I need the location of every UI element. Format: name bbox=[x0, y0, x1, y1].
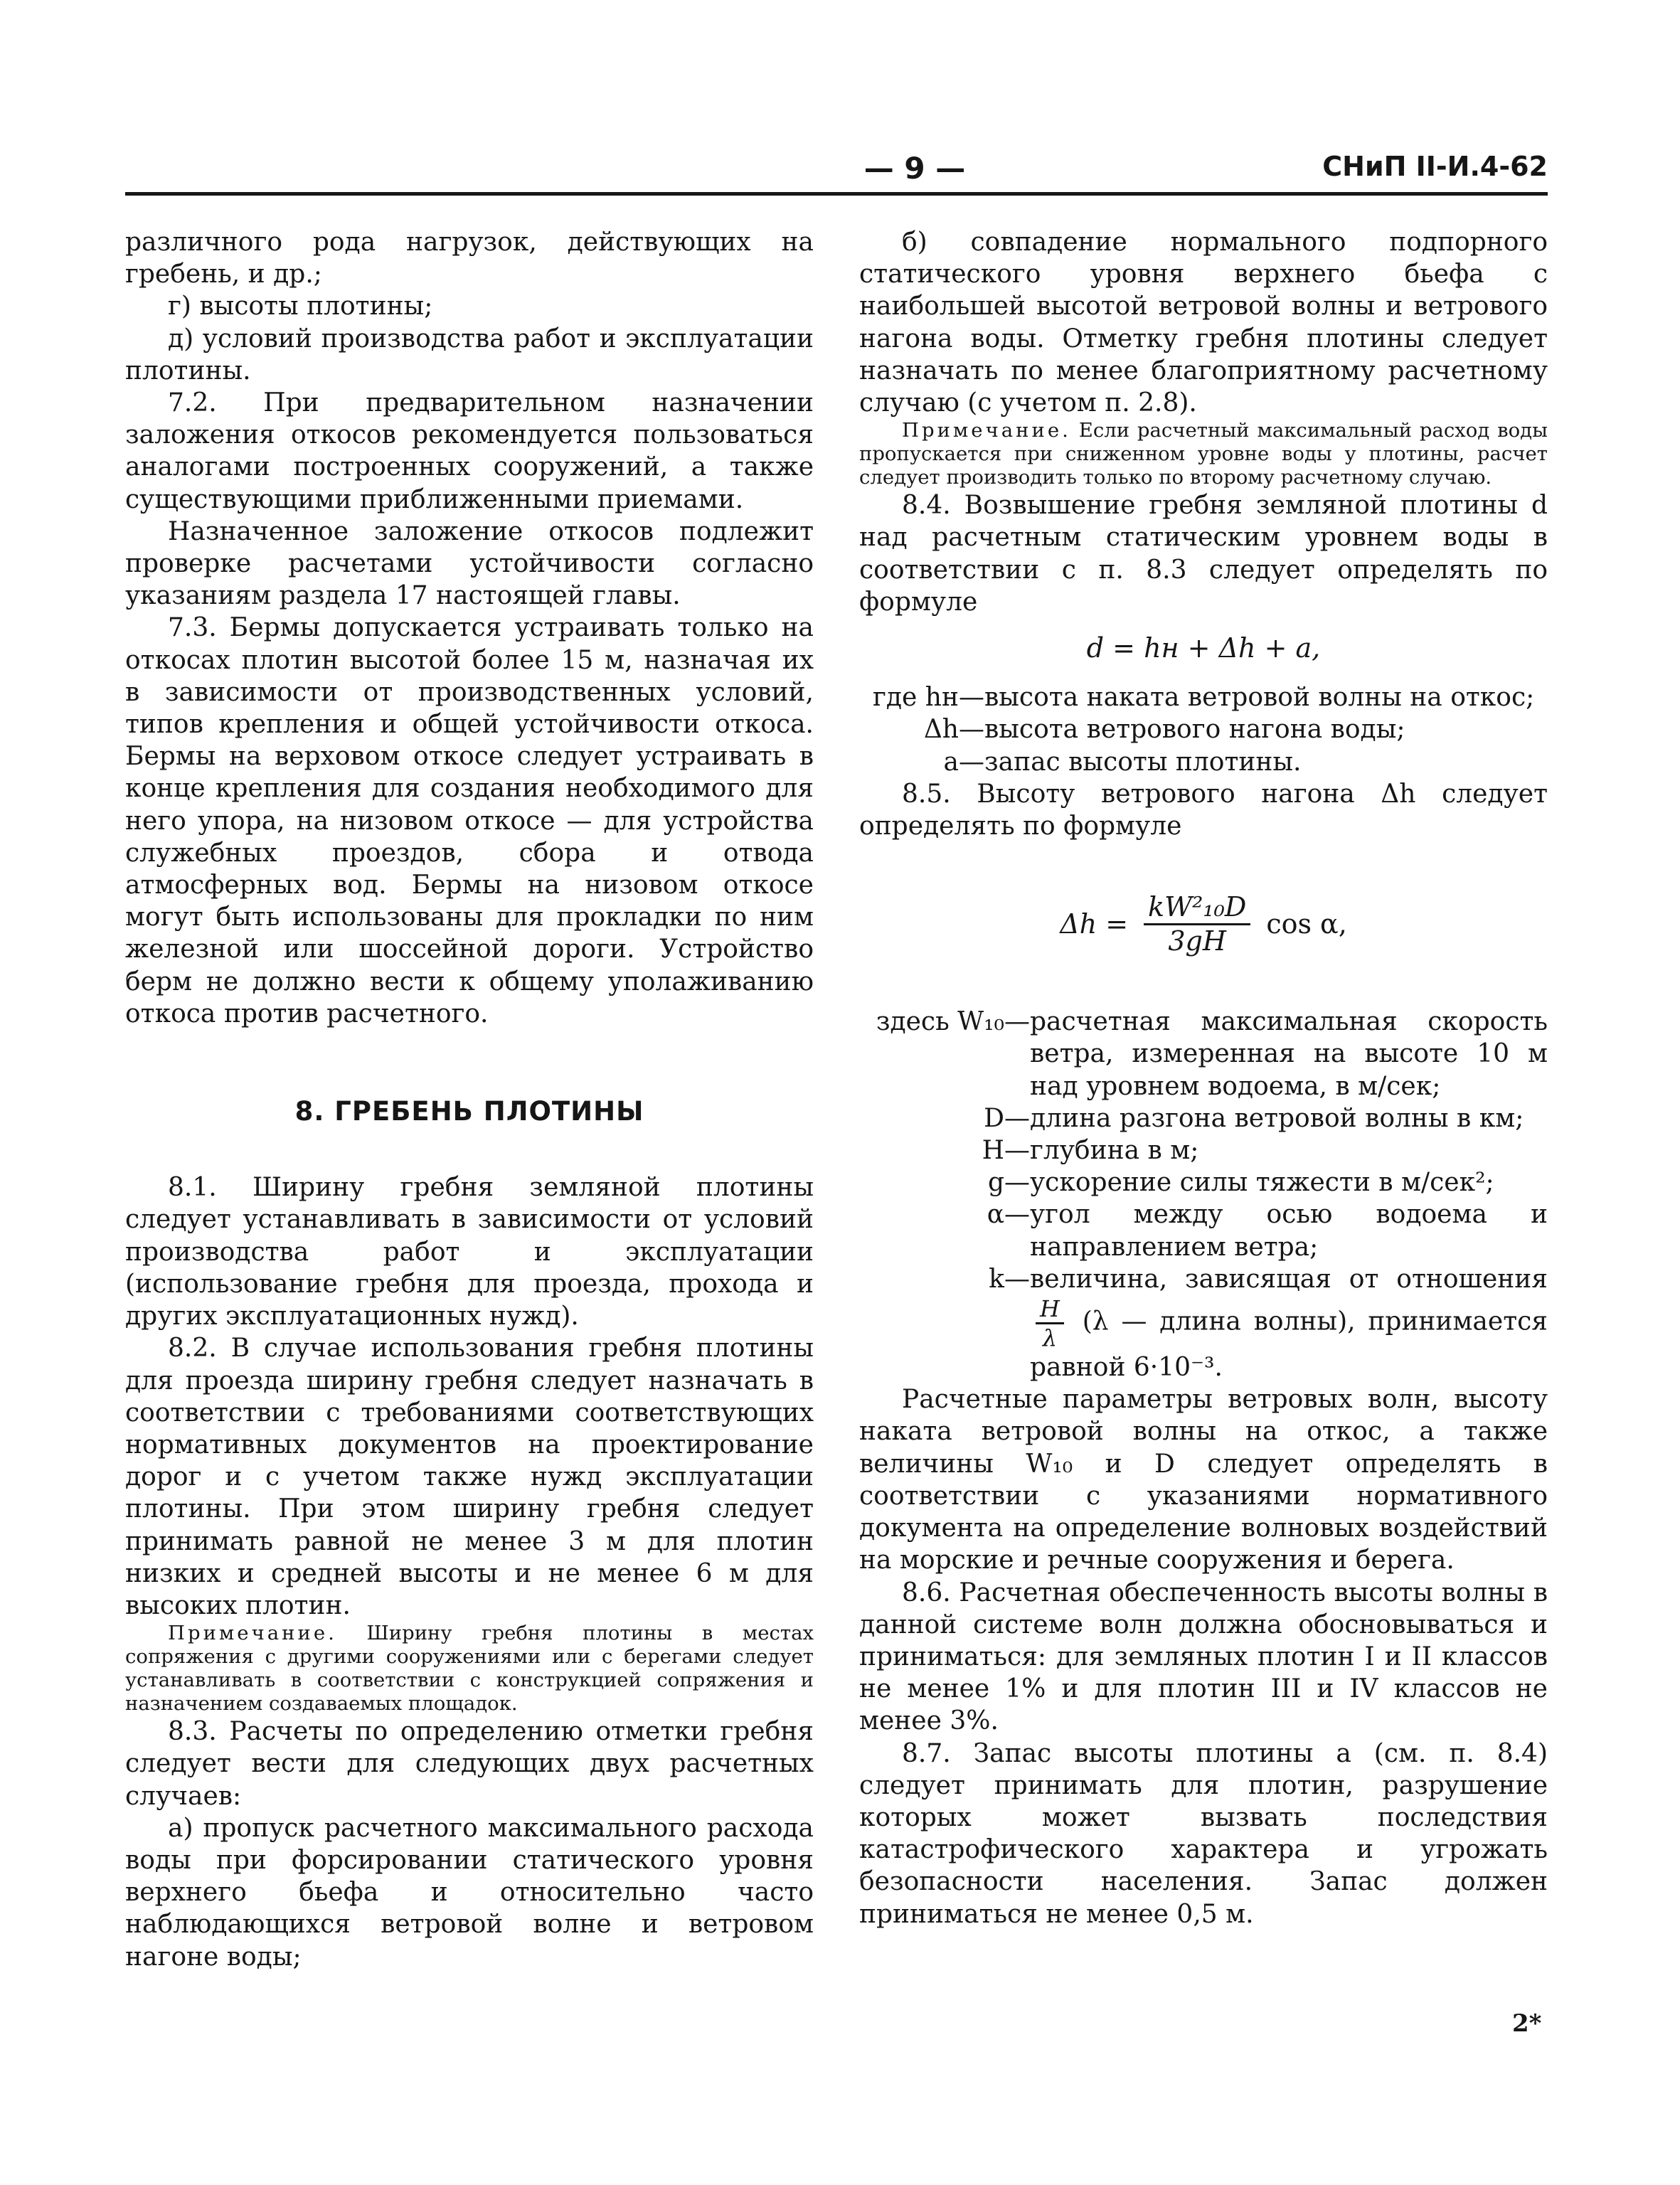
list-item: б) совпадение нормального подпорного статического уровня верхнего бьефа с наибольшей высотой ветровой волны и ветрового нагона воды. Отметку гребня плотины следует назначать по менее благоприятному расчетному случаю (с учетом п. 2.8). bbox=[859, 228, 1548, 418]
section-title: 8. ГРЕБЕНЬ ПЛОТИНЫ bbox=[294, 1096, 644, 1127]
definition-row bbox=[859, 713, 1548, 745]
list-item: г) высоты плотины; bbox=[168, 292, 433, 321]
clause-number: 7.3. bbox=[168, 613, 217, 643]
definition-text: глубина в м; bbox=[1030, 1136, 1199, 1166]
note-text: Если расчетный максимальный расход воды пропускается при сниженном уровне воды у плотины, расчет следует производить только по второму расчетному случаю. bbox=[859, 419, 1548, 489]
formula-d: d = hн + Δh + a, bbox=[1086, 632, 1321, 664]
paragraph: Назначенное заложение откосов подлежит проверке расчетами устойчивости согласно указаниям раздела 17 настоящей главы. bbox=[125, 516, 814, 611]
definition-row bbox=[859, 681, 1548, 713]
clause-number: 8.6. bbox=[902, 1578, 951, 1607]
clause-number: 8.7. bbox=[902, 1738, 951, 1768]
clause-number: 7.2. bbox=[168, 388, 217, 418]
definition-row bbox=[859, 1166, 1548, 1198]
clause-text: Бермы допускается устраивать только на откосах плотин высотой более 15 м, назначая их в зависимости от производственных условий, типов крепления и общей устойчивости откоса. Бермы на верховом откосе следует устраивать в конце крепления для создания необходимого для него упора, на низовом откосе — для устройства служебных проездов, сбора и отвода атмосферных вод. Бермы на низовом откосе могут быть использованы для прокладки по ним железной или шоссейной дороги. Устройство берм не должно вести к общему уполаживанию откоса против расчетного. bbox=[125, 613, 814, 1028]
formula-definitions bbox=[859, 681, 1548, 778]
clause-number: 8.5. bbox=[902, 779, 951, 809]
definition-symbol: k— bbox=[989, 1264, 1030, 1294]
definition-symbol: H— bbox=[982, 1136, 1030, 1166]
clause-text: Возвышение гребня земляной плотины d над расчетным статическим уровнем воды в соответствии с п. 8.3 следует определять по формуле bbox=[859, 491, 1548, 617]
clause-text: Расчеты по определению отметки гребня следует вести для следующих двух расчетных случаев: bbox=[125, 1717, 814, 1811]
definition-text: высота ветрового нагона воды; bbox=[984, 715, 1405, 745]
definition-symbol: D— bbox=[984, 1103, 1030, 1133]
note-label: Примечание. bbox=[902, 419, 1071, 442]
header-rule bbox=[125, 192, 1548, 196]
formula-rhs: cos α, bbox=[1266, 908, 1347, 940]
clause-text: В случае использования гребня плотины для проезда ширину гребня следует назначать в соответствии с требованиями соответствующих нормативных документов на проектирование дорог и с учетом также нужд эксплуатации плотины. При этом ширину гребня следует принимать равной не менее 3 м для плотин низких и средней высоты и не менее 6 м для высоких плотин. bbox=[125, 1334, 814, 1620]
definition-row bbox=[859, 1134, 1548, 1166]
ratio-fraction bbox=[1036, 1295, 1064, 1351]
definition-row bbox=[859, 1006, 1548, 1102]
page-number: — 9 — bbox=[863, 151, 966, 186]
definition-text-part: величина, зависящая от отношения bbox=[1030, 1264, 1548, 1294]
definition-row bbox=[859, 1263, 1548, 1383]
definition-row bbox=[859, 1198, 1548, 1262]
definition-symbol: a— bbox=[943, 747, 984, 777]
clause-8-2 bbox=[125, 1332, 814, 1622]
formula-delta-h bbox=[859, 842, 1548, 1006]
right-column bbox=[859, 226, 1548, 1930]
definition-symbol: g— bbox=[987, 1168, 1030, 1198]
clause-text: Запас высоты плотины a (см. п. 8.4) следует принимать для плотин, разрушение которых может вызвать последствия катастрофического характера и угрожать безопасности населения. Запас должен приниматься не менее 0,5 м. bbox=[859, 1738, 1548, 1929]
definition-symbol: здесь W₁₀— bbox=[876, 1007, 1030, 1037]
clause-7-3 bbox=[125, 612, 814, 1030]
definition-text-part: (λ — длина волны), принимается равной 6·10⁻³. bbox=[1030, 1307, 1548, 1383]
clause-text: Ширину гребня земляной плотины следует устанавливать в зависимости от условий производства работ и эксплуатации (использование гребня для проезда, прохода и других эксплуатационных нужд). bbox=[125, 1173, 814, 1331]
note bbox=[859, 419, 1548, 489]
formula-definitions bbox=[859, 1006, 1548, 1383]
formula-fraction bbox=[1144, 891, 1250, 957]
note bbox=[125, 1622, 814, 1716]
note-label: Примечание. bbox=[168, 1622, 337, 1645]
definition-symbol: где hн— bbox=[873, 683, 984, 713]
fraction-numerator: H bbox=[1036, 1295, 1064, 1324]
clause-number: 8.3. bbox=[168, 1717, 217, 1747]
clause-text: Расчетная обеспеченность высоты волны в данной системе волн должна обосновываться и приниматься: для земляных плотин I и II классов не менее 1% и для плотин III и IV классов не менее 3%. bbox=[859, 1578, 1548, 1736]
clause-7-2 bbox=[125, 387, 814, 516]
formula-lhs: Δh = bbox=[1060, 908, 1129, 940]
definition-text bbox=[1030, 1263, 1548, 1383]
note-text: Ширину гребня плотины в местах сопряжения с другими сооружениями или с берегами следует устанавливать в соответствии с конструкцией сопряжения и назначением создаваемых площадок. bbox=[125, 1622, 814, 1716]
list-item: а) пропуск расчетного максимального расхода воды при форсировании статического уровня верхнего бьефа и относительно часто наблюдающихся ветровой волне и ветровом нагоне воды; bbox=[125, 1813, 814, 1972]
definition-text: угол между осью водоема и направлением ветра; bbox=[1030, 1200, 1548, 1262]
clause-8-6 bbox=[859, 1577, 1548, 1738]
definition-row bbox=[859, 746, 1548, 778]
clause-number: 8.2. bbox=[168, 1334, 217, 1363]
definition-text: запас высоты плотины. bbox=[984, 747, 1302, 777]
definition-symbol: α— bbox=[987, 1200, 1030, 1230]
fraction-denominator: 3gH bbox=[1168, 925, 1226, 957]
clause-8-7 bbox=[859, 1738, 1548, 1930]
list-item: д) условий производства работ и эксплуатации плотины. bbox=[125, 324, 814, 386]
clause-8-1 bbox=[125, 1171, 814, 1332]
definition-text: высота наката ветровой волны на откос; bbox=[984, 683, 1535, 713]
paragraph: Расчетные параметры ветровых волн, высоту наката ветровой волны на откос, а также величины W₁₀ и D следует определять в соответствии с указаниями нормативного документа на определение волновых воздействий на морские и речные сооружения и берега. bbox=[859, 1385, 1548, 1575]
paragraph: различного рода нагрузок, действующих на гребень, и др.; bbox=[125, 228, 814, 289]
definition-text: расчетная максимальная скорость ветра, измеренная на высоте 10 м над уровнем водоема, в м/сек; bbox=[1030, 1007, 1548, 1101]
sheet-mark: 2* bbox=[1512, 2009, 1542, 2038]
document-code: СНиП II-И.4-62 bbox=[1322, 151, 1548, 182]
clause-number: 8.1. bbox=[168, 1173, 217, 1203]
clause-8-4 bbox=[859, 489, 1548, 618]
clause-number: 8.4. bbox=[902, 491, 951, 521]
clause-text: При предварительном назначении заложения откосов рекомендуется пользоваться аналогами построенных сооружений, а также существующими приближенными приемами. bbox=[125, 388, 814, 514]
definition-symbol: Δh— bbox=[923, 715, 984, 745]
left-column bbox=[125, 226, 814, 1973]
fraction-numerator: kW²₁₀D bbox=[1144, 891, 1250, 925]
page-header bbox=[125, 151, 1548, 192]
fraction-denominator: λ bbox=[1042, 1324, 1058, 1352]
clause-text: Высоту ветрового нагона Δh следует определять по формуле bbox=[859, 779, 1548, 841]
definition-text: ускорение силы тяжести в м/сек²; bbox=[1030, 1168, 1494, 1198]
definition-row bbox=[859, 1102, 1548, 1134]
definition-text: длина разгона ветровой волны в км; bbox=[1030, 1103, 1524, 1133]
clause-8-5 bbox=[859, 778, 1548, 842]
clause-8-3 bbox=[125, 1716, 814, 1812]
